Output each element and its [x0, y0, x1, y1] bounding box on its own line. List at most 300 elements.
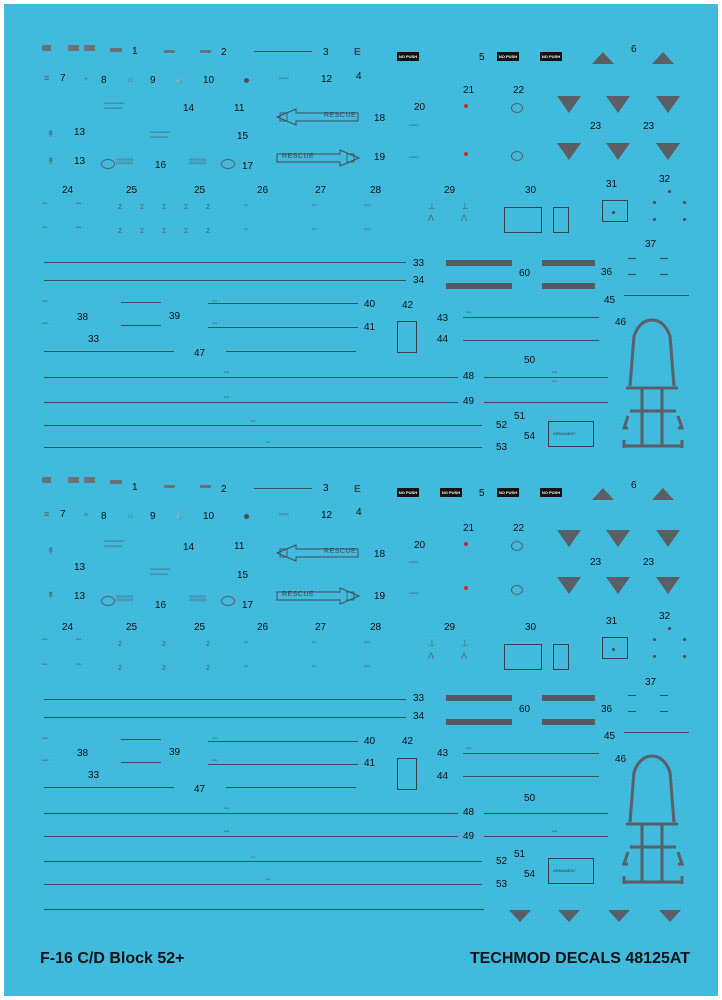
rescue-label: RESCUE	[324, 112, 357, 119]
small-number: 2	[118, 204, 122, 211]
stripe-line	[44, 909, 484, 910]
panel-outline	[397, 758, 417, 790]
small-number: 2	[184, 204, 188, 211]
stencil-text: ▪▪▪▪▪	[42, 201, 48, 205]
decal-number: 25	[126, 185, 138, 196]
stencil-text: ▪▪▪▪▪▪	[364, 664, 371, 668]
stencil-text: ▪▪▪▪▪	[552, 379, 558, 383]
decal-number: 41	[364, 322, 376, 333]
decal-number: 47	[194, 784, 206, 795]
stripe-line	[44, 787, 174, 788]
decal-number: 31	[606, 179, 618, 190]
stripe-line	[208, 741, 358, 742]
no-push-decal: NO PUSH	[441, 490, 461, 495]
stripe-line	[463, 753, 599, 754]
stripe-line	[44, 262, 406, 263]
decal-number: 15	[237, 570, 249, 581]
small-number: 2	[206, 228, 210, 235]
decal-number: 27	[315, 622, 327, 633]
small-number: 2	[140, 228, 144, 235]
decal-number: 32	[659, 611, 671, 622]
stencil-mark	[164, 50, 175, 53]
decal-number: 18	[374, 549, 386, 560]
decal-number: 20	[414, 102, 426, 113]
tick-mark	[628, 258, 636, 259]
warning-triangle	[656, 143, 680, 160]
walkway-bar	[446, 260, 512, 266]
stencil-text: ▪▪▪▪▪	[76, 637, 82, 641]
tripod-icon: ⊥	[461, 638, 469, 648]
arrow-up-icon: ↟	[47, 129, 55, 139]
decal-number: 31	[606, 616, 618, 627]
tick-mark	[628, 695, 636, 696]
decal-number: 46	[615, 754, 627, 765]
no-push-decal: NO PUSH	[398, 54, 418, 59]
small-number: 2	[118, 641, 122, 648]
tripod-icon: ⊥	[428, 638, 436, 648]
warning-triangle	[659, 910, 681, 922]
stencil-text: ▪▪▪▪▪▪▪▪▪▪▪▪▪▪▪▪▪▪▪	[150, 130, 171, 134]
stencil-text: ▪▪▪▪	[312, 640, 317, 644]
stencil-logo: ▒▒▒▒	[116, 596, 134, 602]
stencil-text: ▪▪▪▪▪	[42, 637, 48, 641]
decal-number: 49	[463, 831, 475, 842]
stencil-text: ▪▪▪▪▪▪	[364, 203, 371, 207]
stripe-line	[226, 351, 356, 352]
decal-number: 14	[183, 103, 195, 114]
stencil-mark	[200, 485, 211, 488]
decal-number: 4	[356, 507, 362, 518]
arrow-up-icon: ↟	[47, 156, 55, 166]
plus-icon: +	[84, 512, 89, 519]
stencil-text: ▪▪▪▪▪	[224, 395, 230, 399]
small-number: 2	[118, 665, 122, 672]
oval-marker	[101, 596, 115, 606]
stripe-line	[44, 813, 458, 814]
panel-outline	[553, 207, 569, 233]
panel-outline	[602, 637, 628, 659]
rescue-label: RESCUE	[282, 591, 315, 598]
decal-number: 34	[413, 275, 425, 286]
stripe-line	[44, 425, 482, 426]
decal-number: 23	[590, 557, 602, 568]
decal-number: 2	[221, 484, 227, 495]
decal-number: 5	[479, 488, 485, 499]
decal-number: 26	[257, 185, 269, 196]
decal-number: 25	[194, 185, 206, 196]
walkway-bar	[446, 283, 512, 289]
no-push-decal: NO PUSH	[498, 54, 518, 59]
stencil-text: ▪▪▪▪▪▪▪▪▪▪▪▪▪▪▪▪▪	[150, 572, 169, 576]
stencil-text: ▪▪▪▪▪	[42, 225, 48, 229]
round-marker	[244, 78, 249, 83]
decal-number: 45	[604, 731, 616, 742]
decal-set-top	[4, 4, 718, 454]
stencil-mark	[84, 45, 95, 51]
panel-outline	[397, 321, 417, 353]
decal-number: 16	[155, 160, 167, 171]
decal-number: 25	[194, 622, 206, 633]
decal-number: 60	[519, 704, 531, 715]
stencil-text: ▪▪▪▪▪	[466, 746, 472, 750]
small-number: 2	[162, 641, 166, 648]
stripe-line	[44, 884, 482, 885]
stripe-line	[208, 327, 358, 328]
e-label: E	[354, 484, 361, 495]
warning-chevron	[652, 488, 674, 500]
stencil-text: ▪▪▪▪▪	[76, 225, 82, 229]
decal-number: 2	[221, 47, 227, 58]
tick-mark	[628, 711, 636, 712]
decal-number: 23	[643, 121, 655, 132]
walkway-bar	[542, 260, 595, 266]
decal-number: 54	[524, 869, 536, 880]
decal-number: 12	[321, 510, 333, 521]
warning-triangle	[608, 910, 630, 922]
oval-marker	[101, 159, 115, 169]
ring-marker	[511, 541, 523, 551]
decal-number: 8	[101, 75, 107, 86]
stencil-text: ▪▪▪▪▪	[552, 829, 558, 833]
dot-marker	[683, 218, 686, 221]
stencil-text: ▪▪▪▪	[312, 664, 317, 668]
decal-number: 42	[402, 736, 414, 747]
stripe-line	[484, 377, 608, 378]
stencil-text: ▪▪▪▪▪	[76, 201, 82, 205]
decal-number: 23	[590, 121, 602, 132]
warning-triangle	[656, 577, 680, 594]
panel-outline	[602, 200, 628, 222]
decal-number: 13	[74, 127, 86, 138]
decal-number: 40	[364, 299, 376, 310]
decal-number: 3	[323, 47, 329, 58]
decal-number: 39	[169, 311, 181, 322]
stripe-line	[463, 317, 599, 318]
decal-number: 7	[60, 73, 66, 84]
decal-number: 11	[234, 103, 245, 114]
tick-mark	[660, 711, 668, 712]
decal-number: 28	[370, 185, 382, 196]
red-marker	[464, 152, 468, 156]
armament-label: ARMAMENT	[553, 868, 576, 873]
decal-number: 4	[356, 71, 362, 82]
decal-number: 16	[155, 600, 167, 611]
decal-number: 26	[257, 622, 269, 633]
stripe-line	[624, 732, 689, 733]
decal-number: 17	[242, 161, 254, 172]
stripe-line	[44, 280, 406, 281]
small-number: 2	[140, 204, 144, 211]
decal-number: 1	[132, 482, 138, 493]
stencil-text: ▪▪▪▪	[244, 664, 249, 668]
panel-outline	[504, 644, 542, 670]
stencil-text: ▪▪▪▪▪▪	[42, 736, 49, 740]
small-number: 2	[162, 665, 166, 672]
round-marker	[244, 514, 249, 519]
decal-number: 52	[496, 420, 508, 431]
dot-marker	[668, 190, 671, 193]
decal-number: 18	[374, 113, 386, 124]
rescue-arrow-left	[276, 544, 360, 562]
tripod-icon: Ʌ	[461, 651, 468, 661]
warning-triangle	[606, 530, 630, 547]
stencil-text: ▪▪▪▪	[244, 227, 249, 231]
decal-number: 1	[132, 46, 138, 57]
stencil-logo: ▒▒▒▒	[116, 159, 134, 165]
decal-number: 22	[513, 85, 525, 96]
decal-number: 13	[74, 591, 86, 602]
decal-number: 60	[519, 268, 531, 279]
stencil-text: ▪▪▪▪▪	[42, 662, 48, 666]
stencil-text: ▪▪▪▪	[312, 203, 317, 207]
decal-number: 20	[414, 540, 426, 551]
tick-mark	[660, 274, 668, 275]
stencil-text: ▪▪▪▪	[244, 640, 249, 644]
stencil-mark	[110, 480, 122, 484]
decal-number: 8	[101, 511, 107, 522]
warning-triangle	[606, 143, 630, 160]
decal-number: 52	[496, 856, 508, 867]
decal-number: 7	[60, 509, 66, 520]
seat-icon: ⌂	[128, 511, 133, 520]
tick-mark	[628, 274, 636, 275]
stencil-mark	[42, 45, 51, 51]
anchor-icon: ⚓	[174, 74, 184, 83]
warning-chevron	[592, 488, 614, 500]
stripe-line	[44, 861, 482, 862]
stencil-mark	[164, 485, 175, 488]
stripe-line	[484, 813, 608, 814]
tick-mark	[660, 695, 668, 696]
plus-icon: +	[84, 76, 89, 83]
arrow-marker-icon: ≡	[44, 73, 50, 83]
dot-marker	[653, 218, 656, 221]
stripe-line	[484, 836, 608, 837]
decal-number: 3	[323, 483, 329, 494]
dot-marker	[683, 638, 686, 641]
decal-number: 51	[514, 411, 526, 422]
decal-number: 25	[126, 622, 138, 633]
walkway-bar	[542, 283, 595, 289]
decal-number: 30	[525, 185, 537, 196]
decal-number: 51	[514, 849, 526, 860]
stripe-line	[44, 717, 406, 718]
warning-triangle	[558, 910, 580, 922]
panel-outline	[553, 644, 569, 670]
decal-number: 24	[62, 185, 74, 196]
ring-marker	[511, 585, 523, 595]
stencil-text: ▪▪▪▪▪▪▪▪▪	[279, 76, 289, 80]
stencil-text: ▪▪▪▪▪▪▪▪▪▪▪▪▪▪▪▪▪	[150, 135, 169, 139]
warning-triangle	[557, 530, 581, 547]
stencil-text: ▪▪▪▪▪	[212, 299, 218, 303]
dot-marker	[683, 655, 686, 658]
rescue-arrow-left	[276, 108, 360, 126]
decal-number: 33	[88, 770, 100, 781]
decal-number: 36	[601, 704, 613, 715]
decal-number: 50	[524, 793, 536, 804]
warning-triangle	[557, 577, 581, 594]
dot-marker	[653, 638, 656, 641]
decal-number: 30	[525, 622, 537, 633]
stencil-text: ▪▪▪▪▪	[552, 370, 558, 374]
decal-number: 19	[374, 152, 386, 163]
decal-number: 44	[437, 771, 449, 782]
stencil-logo: ▒▒▒▒	[189, 596, 207, 602]
no-push-decal: NO PUSH	[398, 490, 418, 495]
tripod-icon: ⊥	[428, 201, 436, 211]
decal-number: 28	[370, 622, 382, 633]
stencil-text: ▪▪▪▪▪	[212, 758, 218, 762]
stencil-text: ▪▪▪▪▪▪▪▪▪	[409, 591, 419, 595]
decal-number: 33	[413, 693, 425, 704]
stripe-line	[208, 303, 358, 304]
stencil-text: ▪▪▪▪	[251, 419, 256, 423]
tripod-icon: ⊥	[461, 201, 469, 211]
small-number: 2	[206, 204, 210, 211]
walkway-bar	[542, 719, 595, 725]
stripe-line	[463, 776, 599, 777]
decal-number: 33	[413, 258, 425, 269]
stencil-mark	[84, 477, 95, 483]
stripe-line	[44, 836, 458, 837]
stripe-line	[44, 351, 174, 352]
armament-label: ARMAMENT	[553, 431, 576, 436]
tripod-icon: Ʌ	[461, 213, 468, 223]
stencil-text: ▪▪▪▪▪▪▪▪▪	[409, 560, 419, 564]
no-push-decal: NO PUSH	[498, 490, 518, 495]
stencil-mark	[42, 477, 51, 483]
tick-mark	[660, 258, 668, 259]
sheet-title-right: TECHMOD DECALS 48125AT	[469, 950, 690, 967]
oval-marker	[221, 159, 235, 169]
stripe-line	[254, 488, 312, 489]
stencil-text: ▪▪▪▪▪▪▪▪▪	[409, 155, 419, 159]
stripe-line	[44, 402, 458, 403]
stencil-text: ▪▪▪▪▪	[224, 829, 230, 833]
stencil-text: ▪▪▪▪	[266, 440, 271, 444]
decal-number: 48	[463, 371, 475, 382]
decal-number: 17	[242, 600, 254, 611]
decal-number: 43	[437, 313, 449, 324]
stripe-line	[226, 787, 356, 788]
oval-marker	[221, 596, 235, 606]
decal-number: 6	[631, 44, 637, 55]
decal-number: 11	[234, 541, 245, 552]
dot-marker	[668, 627, 671, 630]
stencil-mark	[68, 45, 79, 51]
stencil-text: ▪▪▪▪▪▪▪▪▪▪▪▪▪▪▪▪▪▪▪	[150, 567, 171, 571]
decal-number: 24	[62, 622, 74, 633]
warning-triangle	[606, 577, 630, 594]
stencil-text: ▪▪▪▪▪▪▪▪▪▪▪▪▪▪▪▪▪▪▪	[104, 539, 125, 543]
warning-triangle	[606, 96, 630, 113]
stripe-line	[254, 51, 312, 52]
stencil-logo: ▒▒▒▒	[189, 159, 207, 165]
warning-triangle	[656, 530, 680, 547]
decal-number: 43	[437, 748, 449, 759]
decal-number: 9	[150, 75, 156, 86]
stripe-line	[44, 699, 406, 700]
stripe-line	[121, 325, 161, 326]
decal-number: 22	[513, 523, 525, 534]
rescue-label: RESCUE	[324, 548, 357, 555]
stencil-mark	[200, 50, 211, 53]
decal-number: 54	[524, 431, 536, 442]
small-number: 2	[118, 228, 122, 235]
dot-marker	[653, 201, 656, 204]
walkway-bar	[446, 719, 512, 725]
armament-panel	[548, 858, 594, 884]
ejection-seat-outline	[620, 752, 690, 887]
stripe-line	[463, 340, 599, 341]
stencil-text: ▪▪▪▪▪▪▪▪▪▪▪▪▪▪▪▪▪	[104, 106, 123, 110]
stencil-text: ▪▪▪▪	[312, 227, 317, 231]
no-push-decal: NO PUSH	[541, 490, 561, 495]
decal-number: 50	[524, 355, 536, 366]
dot-marker	[653, 655, 656, 658]
decal-set-bottom	[4, 436, 718, 890]
stencil-text: ▪▪▪▪▪▪▪▪▪	[409, 123, 419, 127]
stencil-text: ▪▪▪▪▪▪	[42, 758, 49, 762]
stencil-mark	[110, 48, 122, 52]
small-number: 2	[206, 641, 210, 648]
anchor-icon: ⚓	[174, 510, 184, 519]
decal-sheet	[4, 4, 718, 996]
small-number: 2	[184, 228, 188, 235]
arrow-up-icon: ↟	[47, 546, 55, 556]
stencil-text: ▪▪▪▪▪	[224, 806, 230, 810]
decal-number: 19	[374, 591, 386, 602]
decal-number: 21	[463, 85, 475, 96]
decal-number: 37	[645, 677, 657, 688]
sheet-title-left: F-16 C/D Block 52+	[40, 950, 185, 967]
decal-number: 53	[496, 442, 508, 453]
decal-number: 9	[150, 511, 156, 522]
decal-number: 33	[88, 334, 100, 345]
warning-chevron	[592, 52, 614, 64]
e-label: E	[354, 47, 361, 58]
red-marker	[464, 104, 468, 108]
ejection-seat-outline	[620, 316, 690, 451]
decal-number: 53	[496, 879, 508, 890]
decal-number: 39	[169, 747, 181, 758]
stencil-text: ▪▪▪▪▪▪	[364, 640, 371, 644]
warning-triangle	[509, 910, 531, 922]
decal-number: 36	[601, 267, 613, 278]
stencil-mark	[68, 477, 79, 483]
warning-triangle	[557, 143, 581, 160]
small-number: 2	[162, 204, 166, 211]
stripe-line	[208, 764, 358, 765]
stencil-text: ▪▪▪▪▪▪	[364, 227, 371, 231]
ring-marker	[511, 151, 523, 161]
decal-number: 13	[74, 562, 86, 573]
stencil-text: ▪▪▪▪	[251, 855, 256, 859]
stencil-text: ▪▪▪▪	[266, 877, 271, 881]
decal-number: 38	[77, 312, 89, 323]
decal-number: 29	[444, 622, 456, 633]
stencil-text: ▪▪▪▪▪▪	[42, 321, 49, 325]
red-marker	[464, 586, 468, 590]
small-number: 2	[162, 228, 166, 235]
decal-number: 47	[194, 348, 206, 359]
seat-icon: ⌂	[128, 75, 133, 84]
walkway-bar	[446, 695, 512, 701]
small-number: 2	[206, 665, 210, 672]
tripod-icon: Ʌ	[428, 651, 435, 661]
stripe-line	[484, 402, 608, 403]
